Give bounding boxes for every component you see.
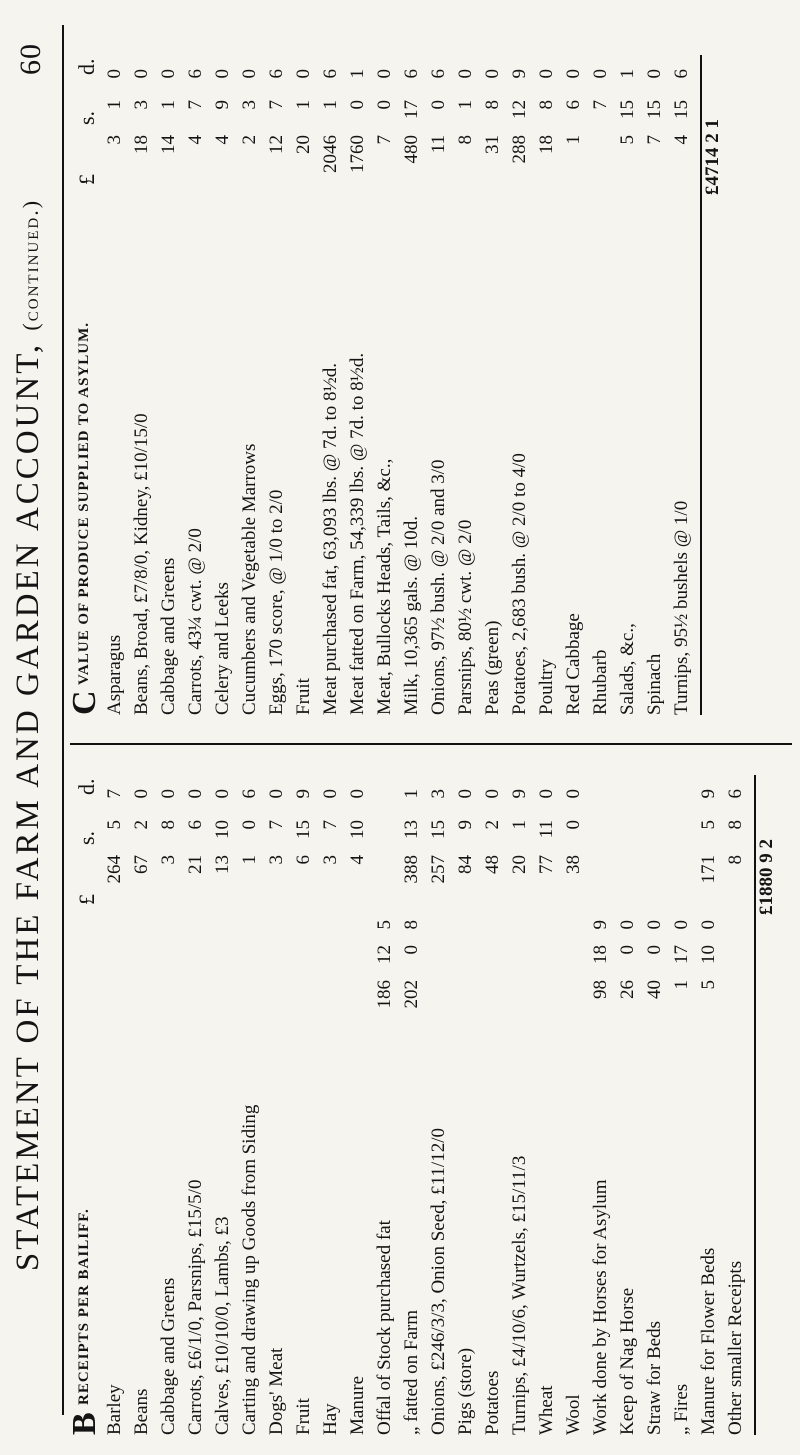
receipt-row-pounds: 6 xyxy=(293,855,314,865)
receipt-row xyxy=(158,775,185,1435)
receipt-row-shillings: 7 xyxy=(266,820,287,830)
receipt-row-pence: 0 xyxy=(320,789,341,799)
receipt-row-pounds: 84 xyxy=(455,855,476,874)
produce-row-label: Parsnips, 80½ cwt. @ 2/0 xyxy=(455,519,476,715)
money-header-pounds-c: £ xyxy=(74,174,99,185)
produce-row-pence: 0 xyxy=(536,69,557,79)
receipt-row-sub-shillings: 0 xyxy=(617,945,638,955)
receipt-row-label: Work done by Horses for Asylum xyxy=(590,1179,611,1435)
receipt-row xyxy=(590,775,617,1435)
receipt-row-pounds: 13 xyxy=(212,855,233,874)
receipt-row-shillings: 5 xyxy=(104,820,125,830)
receipt-row-sub-pounds: 202 xyxy=(401,980,422,1009)
receipt-row-pence: 3 xyxy=(428,789,449,799)
produce-row-pence: 0 xyxy=(482,69,503,79)
produce-row-pounds: 7 xyxy=(374,135,395,145)
produce-row-shillings: 7 xyxy=(266,100,287,110)
produce-row xyxy=(158,55,185,715)
section-b-letter: B xyxy=(66,1412,103,1435)
produce-row-pence: 0 xyxy=(212,69,233,79)
receipt-row-label: Manure xyxy=(347,1375,368,1435)
receipt-row-shillings: 0 xyxy=(239,820,260,830)
produce-row-shillings: 17 xyxy=(401,100,422,119)
produce-row-label: Celery and Leeks xyxy=(212,582,233,715)
receipt-row-sub-pounds: 5 xyxy=(698,980,719,990)
produce-row-shillings: 8 xyxy=(536,100,557,110)
produce-row-pence: 1 xyxy=(347,69,368,79)
produce-row-shillings: 0 xyxy=(428,100,449,110)
receipt-row xyxy=(239,775,266,1435)
produce-row-label: Beans, Broad, £7/8/0, Kidney, £10/15/0 xyxy=(131,413,152,715)
produce-row xyxy=(185,55,212,715)
receipt-row xyxy=(293,775,320,1435)
receipt-row-pounds: 48 xyxy=(482,855,503,874)
receipt-row xyxy=(671,775,698,1435)
receipt-row-label: Beans xyxy=(131,1388,152,1435)
produce-row-shillings: 7 xyxy=(185,100,206,110)
produce-row-pounds: 1760 xyxy=(347,135,368,173)
receipt-row-sub-pounds: 186 xyxy=(374,980,395,1009)
produce-list xyxy=(104,55,729,715)
section-b-heading xyxy=(66,775,104,1435)
produce-row-label: Potatoes, 2,683 bush. @ 2/0 to 4/0 xyxy=(509,453,530,715)
produce-row-pounds: 2 xyxy=(239,135,260,145)
produce-row-pence: 6 xyxy=(185,69,206,79)
produce-row-label: Meat purchased fat, 63,093 lbs. @ 7d. to 8½d. xyxy=(320,362,341,715)
produce-row xyxy=(428,55,455,715)
receipt-row-sub-pounds: 40 xyxy=(644,980,665,999)
produce-row-pounds: 288 xyxy=(509,135,530,164)
receipt-row-shillings: 15 xyxy=(293,820,314,839)
receipt-row-pence: 9 xyxy=(293,789,314,799)
produce-row-label: Onions, 97½ bush. @ 2/0 and 3/0 xyxy=(428,459,449,715)
section-c-letter: C xyxy=(66,690,103,715)
produce-row-pounds: 14 xyxy=(158,135,179,154)
receipt-row-pence: 0 xyxy=(347,789,368,799)
receipt-row xyxy=(104,775,131,1435)
produce-row xyxy=(644,55,671,715)
receipt-row-sub-shillings: 12 xyxy=(374,945,395,964)
receipt-row-sub-shillings: 18 xyxy=(590,945,611,964)
produce-row-pence: 0 xyxy=(131,69,152,79)
receipt-row-pence: 1 xyxy=(401,789,422,799)
produce-row-pence: 0 xyxy=(293,69,314,79)
receipt-row-pence: 0 xyxy=(185,789,206,799)
money-header-pence-c: d. xyxy=(74,58,99,75)
produce-row-pounds: 11 xyxy=(428,135,449,154)
receipt-row-label: Cabbage and Greens xyxy=(158,1277,179,1435)
receipt-row-pounds: 257 xyxy=(428,855,449,884)
produce-row xyxy=(536,55,563,715)
receipt-row xyxy=(536,775,563,1435)
receipt-row-shillings: 7 xyxy=(320,820,341,830)
produce-row-pounds: 5 xyxy=(617,135,638,145)
produce-row-pence: 9 xyxy=(509,69,530,79)
receipt-row-shillings: 8 xyxy=(158,820,179,830)
money-header-shillings: s. xyxy=(74,830,99,845)
page-title xyxy=(10,135,47,1335)
receipt-row-pence: 6 xyxy=(239,789,260,799)
produce-row xyxy=(482,55,509,715)
produce-row-pence: 6 xyxy=(401,69,422,79)
receipt-row-pounds: 4 xyxy=(347,855,368,865)
produce-row-label: Poultry xyxy=(536,659,557,715)
produce-row-label: Milk, 10,365 gals. @ 10d. xyxy=(401,515,422,715)
receipt-row-sub-pounds: 98 xyxy=(590,980,611,999)
money-header-shillings-c: s. xyxy=(74,110,99,125)
receipt-row-shillings: 2 xyxy=(482,820,503,830)
receipt-row xyxy=(185,775,212,1435)
receipt-row-pounds: 21 xyxy=(185,855,206,874)
produce-row-pence: 6 xyxy=(428,69,449,79)
produce-row xyxy=(320,55,347,715)
receipt-row-pence: 0 xyxy=(455,789,476,799)
receipt-row-label: Wheat xyxy=(536,1385,557,1435)
receipt-row-label: Straw for Beds xyxy=(644,1321,665,1435)
produce-row xyxy=(374,55,401,715)
produce-row-label: Rhubarb xyxy=(590,649,611,715)
receipt-row-label: Turnips, £4/10/6, Wurtzels, £15/11/3 xyxy=(509,1155,530,1435)
receipt-row-pence: 0 xyxy=(131,789,152,799)
money-header-pounds: £ xyxy=(74,894,99,905)
produce-row xyxy=(212,55,239,715)
receipt-row-label: „ fatted on Farm xyxy=(401,1309,422,1435)
produce-row-shillings: 0 xyxy=(374,100,395,110)
receipt-row-pounds: 3 xyxy=(158,855,179,865)
produce-row-pounds: 7 xyxy=(644,135,665,145)
produce-row-pounds: 20 xyxy=(293,135,314,154)
produce-row-pounds: 4 xyxy=(671,135,692,145)
produce-row-label: Meat, Bullocks Heads, Tails, &c., xyxy=(374,458,395,715)
receipt-row-sub-shillings: 0 xyxy=(644,945,665,955)
produce-row xyxy=(401,55,428,715)
produce-row-shillings: 15 xyxy=(617,100,638,119)
page-number: 60 xyxy=(14,43,47,75)
produce-row xyxy=(266,55,293,715)
receipt-row-pounds: 3 xyxy=(266,855,287,865)
receipt-row-sub-pounds: 26 xyxy=(617,980,638,999)
produce-row-shillings: 3 xyxy=(131,100,152,110)
produce-row-label: Red Cabbage xyxy=(563,613,584,715)
produce-row xyxy=(563,55,590,715)
receipt-row-pounds: 67 xyxy=(131,855,152,874)
produce-row-label: Eggs, 170 score, @ 1/0 to 2/0 xyxy=(266,489,287,715)
receipt-row-sub-pence: 0 xyxy=(644,920,665,930)
receipt-row-label: Pigs (store) xyxy=(455,1347,476,1435)
receipt-row-label: Wool xyxy=(563,1394,584,1435)
produce-row xyxy=(347,55,374,715)
receipt-row-pounds: 77 xyxy=(536,855,557,874)
receipt-row-pounds: 264 xyxy=(104,855,125,884)
receipt-row-shillings: 5 xyxy=(698,820,719,830)
title-continued: (continued.) xyxy=(18,198,43,331)
produce-row-label: Meat fatted on Farm, 54,339 lbs. @ 7d. to 8½d. xyxy=(347,352,368,715)
produce-row-pounds: 1 xyxy=(563,135,584,145)
produce-row-shillings: 8 xyxy=(482,100,503,110)
produce-row-pounds: 18 xyxy=(131,135,152,154)
receipt-row xyxy=(212,775,239,1435)
receipt-row xyxy=(266,775,293,1435)
receipt-row-shillings: 9 xyxy=(455,820,476,830)
produce-row-pence: 0 xyxy=(590,69,611,79)
produce-row xyxy=(617,55,644,715)
produce-row-pounds: 8 xyxy=(455,135,476,145)
receipt-row xyxy=(374,775,401,1435)
receipt-row xyxy=(698,775,725,1435)
receipt-row-label: Hay xyxy=(320,1403,341,1435)
receipt-row-shillings: 1 xyxy=(509,820,530,830)
receipt-row-sub-pence: 8 xyxy=(401,920,422,930)
receipt-row-sub-pence: 5 xyxy=(374,920,395,930)
section-receipts xyxy=(66,775,783,1435)
produce-row-pence: 0 xyxy=(644,69,665,79)
title-main: STATEMENT OF THE FARM AND GARDEN ACCOUNT, xyxy=(10,341,46,1272)
produce-row-pounds: 4 xyxy=(185,135,206,145)
produce-row-label: Cucumbers and Vegetable Marrows xyxy=(239,443,260,715)
produce-row xyxy=(293,55,320,715)
section-c-heading xyxy=(66,55,104,715)
receipt-row-label: „ Fires xyxy=(671,1383,692,1435)
produce-row-pence: 6 xyxy=(320,69,341,79)
produce-row-pence: 6 xyxy=(671,69,692,79)
produce-row xyxy=(104,55,131,715)
money-header-pence: d. xyxy=(74,778,99,795)
receipt-row-label: Fruit xyxy=(293,1398,314,1435)
produce-row xyxy=(131,55,158,715)
receipt-row-pounds: 38 xyxy=(563,855,584,874)
produce-row-label: Turnips, 95½ bushels @ 1/0 xyxy=(671,500,692,715)
produce-row xyxy=(239,55,266,715)
produce-row-shillings: 15 xyxy=(671,100,692,119)
produce-row xyxy=(671,55,698,715)
receipt-row-label: Other smaller Receipts xyxy=(725,1260,746,1435)
produce-row-pounds: 2046 xyxy=(320,135,341,173)
receipt-row-pounds: 8 xyxy=(725,855,746,865)
produce-row xyxy=(590,55,617,715)
receipt-row-sub-shillings: 17 xyxy=(671,945,692,964)
receipt-row xyxy=(509,775,536,1435)
produce-row-pence: 1 xyxy=(617,69,638,79)
receipt-row xyxy=(428,775,455,1435)
receipt-row-label: Dogs' Meat xyxy=(266,1347,287,1435)
receipt-row-pence: 0 xyxy=(536,789,557,799)
produce-row-pence: 0 xyxy=(239,69,260,79)
receipt-row-pounds: 171 xyxy=(698,855,719,884)
receipt-row xyxy=(347,775,374,1435)
produce-row-pence: 0 xyxy=(455,69,476,79)
receipt-row-shillings: 10 xyxy=(347,820,368,839)
receipt-row xyxy=(482,775,509,1435)
receipt-row-sub-pence: 0 xyxy=(617,920,638,930)
produce-row-shillings: 9 xyxy=(212,100,233,110)
receipt-row-pounds: 388 xyxy=(401,855,422,884)
receipt-row xyxy=(455,775,482,1435)
receipt-row-sub-pence: 0 xyxy=(698,920,719,930)
receipt-row-label: Offal of Stock purchased fat xyxy=(374,1220,395,1435)
receipt-row-sub-shillings: 0 xyxy=(401,945,422,955)
receipt-row-label: Onions, £246/3/3, Onion Seed, £11/12/0 xyxy=(428,1128,449,1435)
produce-row-shillings: 12 xyxy=(509,100,530,119)
produce-row-pence: 0 xyxy=(563,69,584,79)
receipt-row-pounds: 20 xyxy=(509,855,530,874)
receipt-row-shillings: 13 xyxy=(401,820,422,839)
receipt-row xyxy=(644,775,671,1435)
produce-row-label: Carrots, 43¼ cwt. @ 2/0 xyxy=(185,528,206,715)
receipt-total: £1880 9 2 xyxy=(754,775,783,1435)
receipt-row-pence: 0 xyxy=(158,789,179,799)
receipt-row-pence: 0 xyxy=(482,789,503,799)
produce-row-label: Cabbage and Greens xyxy=(158,557,179,715)
produce-row-pounds: 480 xyxy=(401,135,422,164)
receipt-row-label: Barley xyxy=(104,1384,125,1435)
receipt-row xyxy=(131,775,158,1435)
receipt-row-label: Keep of Nag Horse xyxy=(617,1287,638,1435)
section-produce xyxy=(66,55,729,715)
receipt-row-shillings: 8 xyxy=(725,820,746,830)
section-c-title: VALUE OF PRODUCE SUPPLIED TO ASYLUM. xyxy=(76,322,92,685)
receipt-row-sub-pence: 9 xyxy=(590,920,611,930)
produce-row-shillings: 15 xyxy=(644,100,665,119)
produce-row-shillings: 0 xyxy=(347,100,368,110)
receipt-row xyxy=(725,775,752,1435)
receipt-row xyxy=(401,775,428,1435)
receipt-row-shillings: 0 xyxy=(563,820,584,830)
receipt-row-label: Carting and drawing up Goods from Siding xyxy=(239,1104,260,1435)
section-b-title: RECEIPTS PER BAILIFF. xyxy=(76,1208,92,1405)
produce-row-pounds: 12 xyxy=(266,135,287,154)
produce-row-pounds: 31 xyxy=(482,135,503,154)
produce-row-shillings: 1 xyxy=(320,100,341,110)
produce-row-shillings: 6 xyxy=(563,100,584,110)
produce-row-label: Spinach xyxy=(644,653,665,715)
produce-row-shillings: 1 xyxy=(158,100,179,110)
produce-row-pence: 0 xyxy=(104,69,125,79)
receipt-row-pence: 7 xyxy=(104,789,125,799)
produce-row-shillings: 1 xyxy=(293,100,314,110)
produce-total: £4714 2 1 xyxy=(700,55,729,715)
receipt-row xyxy=(563,775,590,1435)
receipt-row-sub-shillings: 10 xyxy=(698,945,719,964)
receipt-row-label: Calves, £10/10/0, Lambs, £3 xyxy=(212,1216,233,1435)
receipt-row-pence: 9 xyxy=(509,789,530,799)
produce-row-pounds: 18 xyxy=(536,135,557,154)
produce-row-shillings: 1 xyxy=(455,100,476,110)
section-divider xyxy=(70,743,792,745)
receipts-list xyxy=(104,775,783,1435)
produce-row-shillings: 3 xyxy=(239,100,260,110)
produce-row xyxy=(455,55,482,715)
title-rule xyxy=(62,25,64,1415)
receipt-row-label: Manure for Flower Beds xyxy=(698,1247,719,1435)
receipt-row-pence: 0 xyxy=(266,789,287,799)
produce-row-shillings: 7 xyxy=(590,100,611,110)
receipt-row-sub-pounds: 1 xyxy=(671,980,692,990)
receipt-row xyxy=(320,775,347,1435)
receipt-row-pence: 0 xyxy=(212,789,233,799)
produce-row-label: Asparagus xyxy=(104,634,125,715)
produce-row-pounds: 3 xyxy=(104,135,125,145)
receipt-row-shillings: 11 xyxy=(536,820,557,839)
receipt-row xyxy=(617,775,644,1435)
receipt-row-shillings: 15 xyxy=(428,820,449,839)
receipt-row-shillings: 6 xyxy=(185,820,206,830)
receipt-row-label: Carrots, £6/1/0, Parsnips, £15/5/0 xyxy=(185,1179,206,1435)
receipt-row-pence: 0 xyxy=(563,789,584,799)
receipt-row-pence: 6 xyxy=(725,789,746,799)
produce-row-label: Salads, &c., xyxy=(617,623,638,715)
receipt-row-shillings: 2 xyxy=(131,820,152,830)
receipt-row-shillings: 10 xyxy=(212,820,233,839)
produce-row-pence: 0 xyxy=(158,69,179,79)
produce-row-pence: 0 xyxy=(374,69,395,79)
produce-row-pounds: 4 xyxy=(212,135,233,145)
receipt-row-pounds: 1 xyxy=(239,855,260,865)
produce-row xyxy=(509,55,536,715)
receipt-row-sub-pence: 0 xyxy=(671,920,692,930)
produce-row-label: Peas (green) xyxy=(482,620,503,715)
produce-row-label: Fruit xyxy=(293,678,314,715)
receipt-row-pence: 9 xyxy=(698,789,719,799)
receipt-row-label: Potatoes xyxy=(482,1370,503,1435)
receipt-row-pounds: 3 xyxy=(320,855,341,865)
produce-row-shillings: 1 xyxy=(104,100,125,110)
produce-row-pence: 6 xyxy=(266,69,287,79)
